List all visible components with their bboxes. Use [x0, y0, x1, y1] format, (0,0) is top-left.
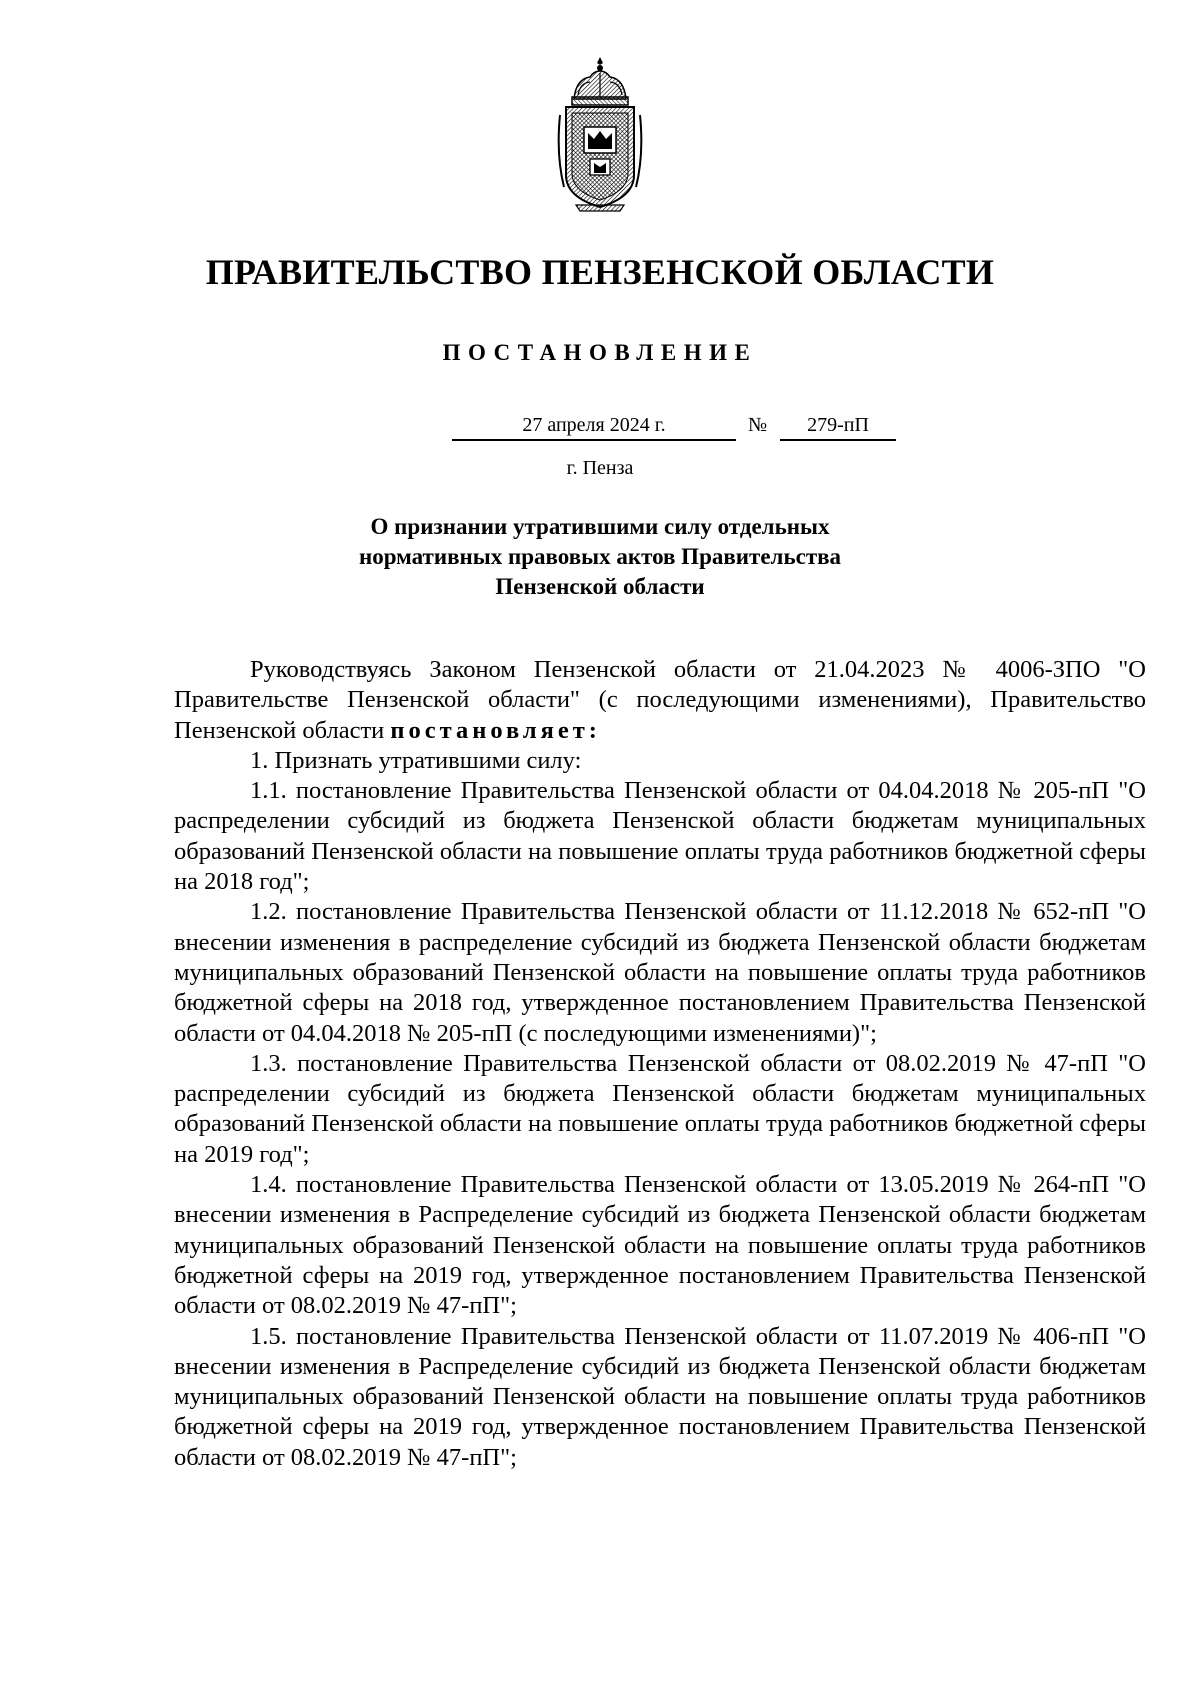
item-1-2: 1.2. постановление Правительства Пензенской области от 11.12.2018 № 652-пП "О внесении изменения в распределение субсидий из бюджета Пензенской области бюджетам муниципальных образований Пензенской области на повышение оплаты труда работников бюджетной сферы на 2018 год, утвержденное постановлением Правительства Пензенской области от 04.04.2018 № 205-пП (с последующими изменениями)";: [174, 898, 1146, 1047]
item-1-4: 1.4. постановление Правительства Пензенской области от 13.05.2019 № 264-пП "О внесении изменения в Распределение субсидий из бюджета Пензенской области бюджетам муниципальных образований Пензенской области на повышение оплаты труда работников бюджетной сферы на 2019 год, утвержденное постановлением Правительства Пензенской области от 08.02.2019 № 47-пП";: [174, 1171, 1146, 1320]
city-label: г. Пенза: [566, 457, 634, 479]
coat-of-arms-emblem: [554, 55, 646, 213]
number-sign: №: [748, 414, 768, 436]
subject-line-1: О признании утратившими силу отдельных: [370, 514, 830, 539]
document-subject: [0, 512, 1200, 602]
document-number: 279-пП: [780, 413, 896, 441]
document-date: 27 апреля 2024 г.: [452, 413, 736, 441]
document-body: [174, 655, 1146, 1473]
intro-text: Руководствуясь Законом Пензенской области от 21.04.2023 № 4006-ЗПО "О Правительстве Пензенской области" (с последующими изменениями), Правительство Пензенской области: [174, 656, 1146, 744]
document-type-heading: ПОСТАНОВЛЕНИЕ: [442, 340, 758, 365]
intro-paragraph: [174, 655, 1146, 746]
organization-title: ПРАВИТЕЛЬСТВО ПЕНЗЕНСКОЙ ОБЛАСТИ: [205, 252, 995, 292]
subject-line-3: Пензенской области: [495, 574, 705, 599]
subject-line-2: нормативных правовых актов Правительства: [358, 544, 842, 569]
item-1-1: 1.1. постановление Правительства Пензенской области от 04.04.2018 № 205-пП "О распределении субсидий из бюджета Пензенской области бюджетам муниципальных образований Пензенской области на повышение оплаты труда работников бюджетной сферы на 2018 год";: [174, 777, 1146, 896]
resolves-word: постановляет:: [390, 716, 601, 744]
item-1-3: 1.3. постановление Правительства Пензенской области от 08.02.2019 № 47-пП "О распределении субсидий из бюджета Пензенской области бюджетам муниципальных образований Пензенской области на повышение оплаты труда работников бюджетной сферы на 2019 год";: [174, 1049, 1146, 1168]
item-1-5: 1.5. постановление Правительства Пензенской области от 11.07.2019 № 406-пП "О внесении изменения в Распределение субсидий из бюджета Пензенской области бюджетам муниципальных образований Пензенской области на повышение оплаты труда работников бюджетной сферы на 2019 год, утвержденное постановлением Правительства Пензенской области от 08.02.2019 № 47-пП";: [174, 1322, 1146, 1471]
item-1: 1. Признать утратившими силу:: [250, 746, 582, 774]
